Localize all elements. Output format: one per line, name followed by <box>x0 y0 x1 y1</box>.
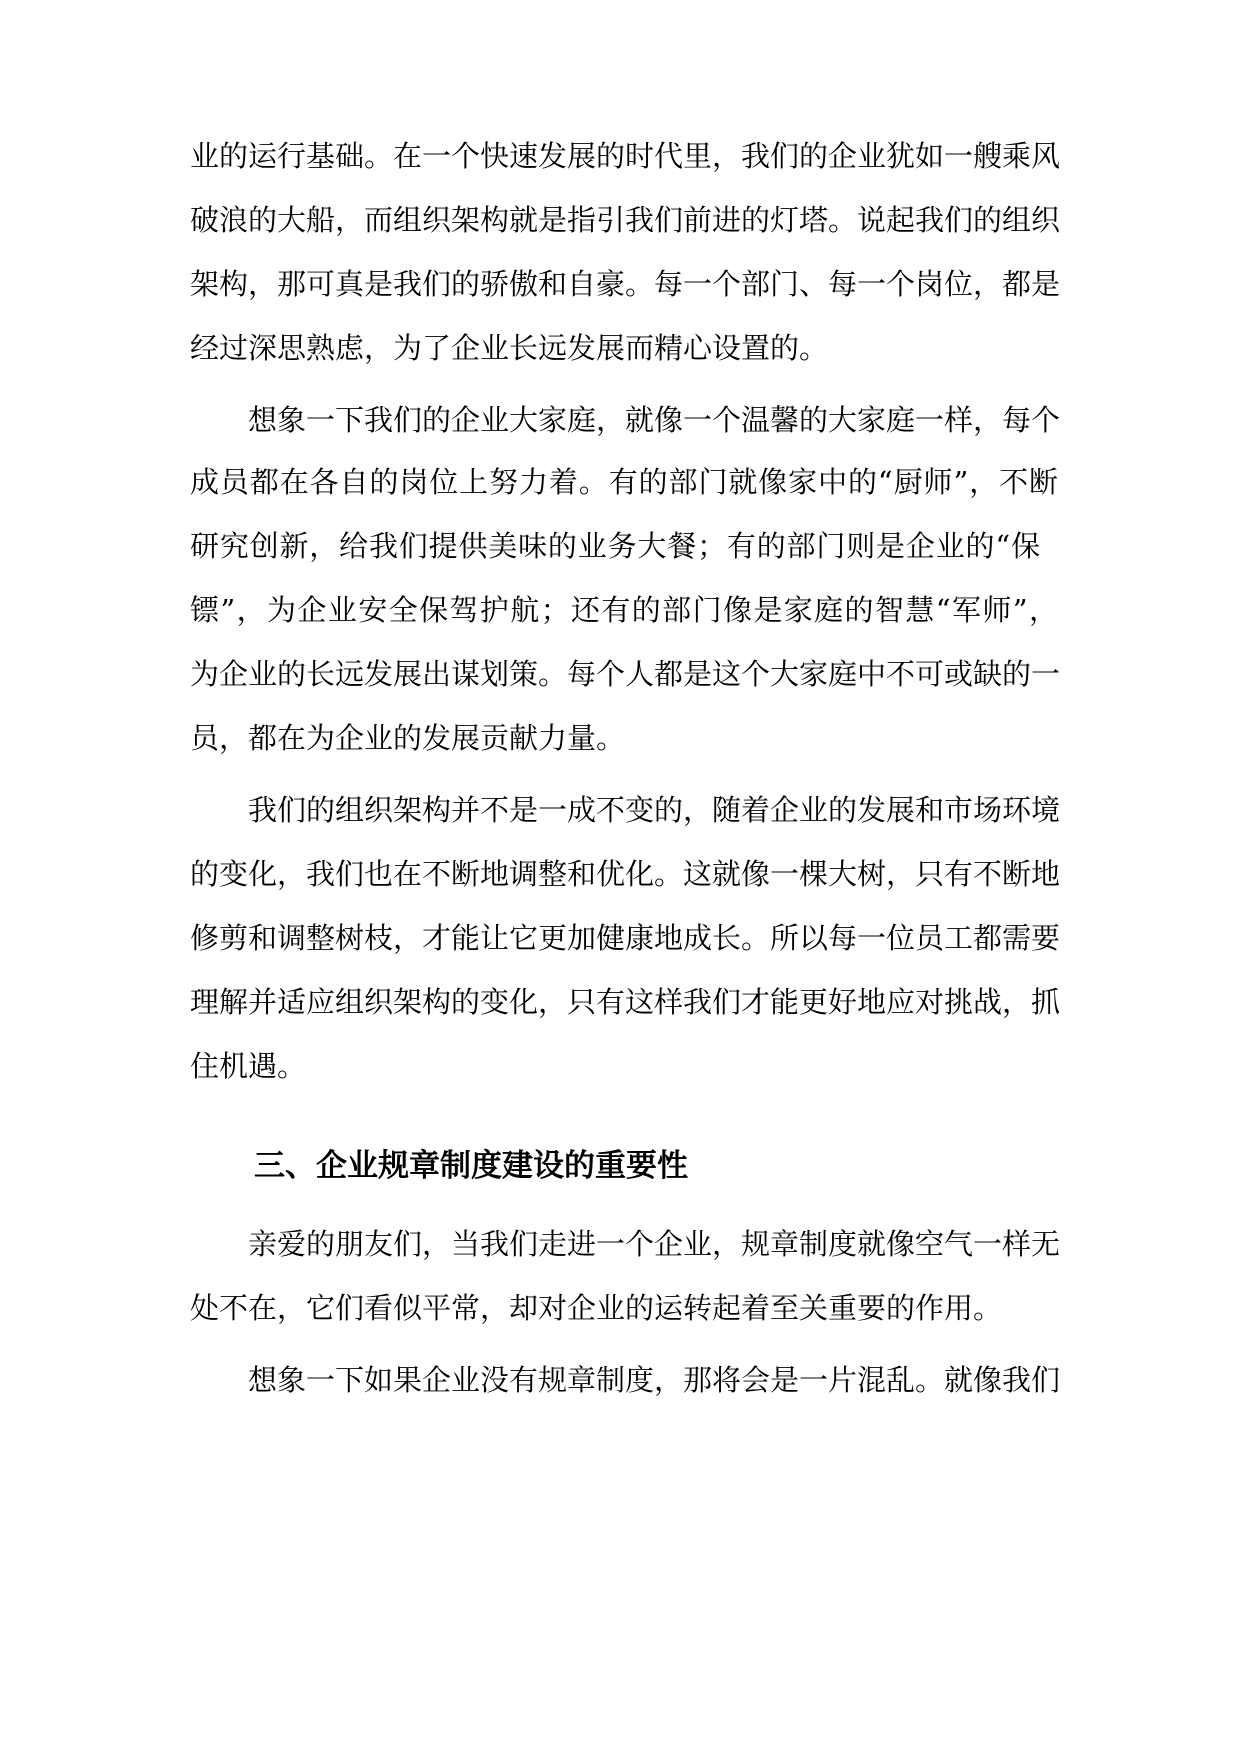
paragraph-line: 我们的组织架构并不是一成不变的，随着企业的发展和市场环境 <box>248 793 1061 827</box>
paragraph-line: 修剪和调整树枝，才能让它更加健康地成长。所以每一位员工都需要 <box>190 921 1061 955</box>
paragraph-line: 员，都在为企业的发展贡献力量。 <box>190 721 626 755</box>
paragraph-line: 经过深思熟虑，为了企业长远发展而精心设置的。 <box>190 331 829 365</box>
paragraph-line: 业的运行基础。在一个快速发展的时代里，我们的企业犹如一艘乘风 <box>190 139 1061 173</box>
paragraph-line: 镖”，为企业安全保驾护航；还有的部门像是家庭的智慧“军师”， <box>190 593 1058 627</box>
paragraph-line: 破浪的大船，而组织架构就是指引我们前进的灯塔。说起我们的组织 <box>190 203 1061 237</box>
paragraph-line: 的变化，我们也在不断地调整和优化。这就像一棵大树，只有不断地 <box>190 857 1061 891</box>
paragraph-line: 想象一下我们的企业大家庭，就像一个温馨的大家庭一样，每个 <box>248 403 1061 437</box>
paragraph-line: 亲爱的朋友们，当我们走进一个企业，规章制度就像空气一样无 <box>248 1227 1061 1261</box>
paragraph-line: 处不在，它们看似平常，却对企业的运转起着至关重要的作用。 <box>190 1291 1003 1325</box>
paragraph-line: 住机遇。 <box>190 1049 307 1083</box>
paragraph-line: 想象一下如果企业没有规章制度，那将会是一片混乱。就像我们 <box>248 1363 1061 1397</box>
paragraph-line: 架构，那可真是我们的骄傲和自豪。每一个部门、每一个岗位，都是 <box>190 267 1061 301</box>
paragraph-line: 成员都在各自的岗位上努力着。有的部门就像家中的“厨师”，不断 <box>190 465 1058 499</box>
paragraph-line: 研究创新，给我们提供美味的业务大餐；有的部门则是企业的“保 <box>190 529 1040 563</box>
paragraph-line: 理解并适应组织架构的变化，只有这样我们才能更好地应对挑战，抓 <box>190 985 1061 1019</box>
section-heading: 三、企业规章制度建设的重要性 <box>254 1148 688 1184</box>
paragraph-line: 为企业的长远发展出谋划策。每个人都是这个大家庭中不可或缺的一 <box>190 657 1061 691</box>
